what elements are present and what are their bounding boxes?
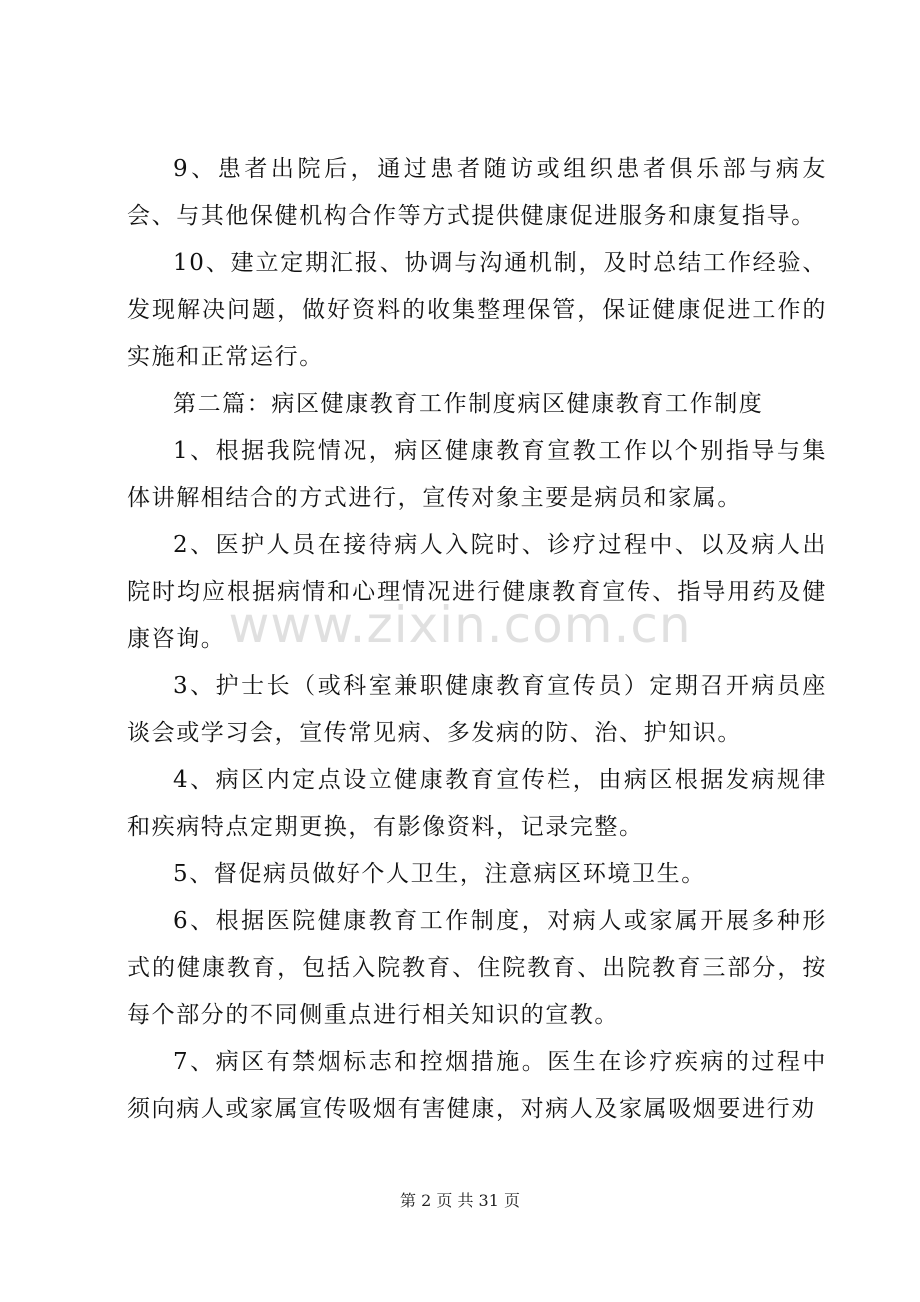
paragraph-item-9: 9、患者出院后，通过患者随访或组织患者俱乐部与病友会、与其他保健机构合作等方式提供健康促进服务和康复指导。: [127, 156, 827, 229]
paragraph-item-10: 10、建立定期汇报、协调与沟通机制，及时总结工作经验、发现解决问题，做好资料的收集整理保管，保证健康促进工作的实施和正常运行。: [127, 250, 827, 370]
document-body: [127, 146, 827, 1133]
paragraph-item-4: 4、病区内定点设立健康教育宣传栏，由病区根据发病规律和疾病特点定期更换，有影像资料，记录完整。: [127, 767, 827, 840]
section-heading: 第二篇：病区健康教育工作制度病区健康教育工作制度: [173, 391, 764, 417]
paragraph-item-2: 2、医护人员在接待病人入院时、诊疗过程中、以及病人出院时均应根据病情和心理情况进行健康教育宣传、指导用药及健康咨询。: [127, 532, 827, 652]
paragraph-item-7: 7、病区有禁烟标志和控烟措施。医生在诊疗疾病的过程中须向病人或家属宣传吸烟有害健康，对病人及家属吸烟要进行劝: [127, 1049, 827, 1122]
paragraph-item-1: 1、根据我院情况，病区健康教育宣教工作以个别指导与集体讲解相结合的方式进行，宣传对象主要是病员和家属。: [127, 438, 827, 511]
paragraph-item-6: 6、根据医院健康教育工作制度，对病人或家属开展多种形式的健康教育，包括入院教育、住院教育、出院教育三部分，按每个部分的不同侧重点进行相关知识的宣教。: [127, 908, 827, 1028]
watermark: www.zixin.com.cn: [228, 596, 692, 654]
paragraph-item-3: 3、护士长（或科室兼职健康教育宣传员）定期召开病员座谈会或学习会，宣传常见病、多发病的防、治、护知识。: [127, 673, 827, 746]
paragraph-item-5: 5、督促病员做好个人卫生，注意病区环境卫生。: [173, 861, 706, 887]
page-footer: 第 2 页 共 31 页: [400, 1191, 520, 1210]
